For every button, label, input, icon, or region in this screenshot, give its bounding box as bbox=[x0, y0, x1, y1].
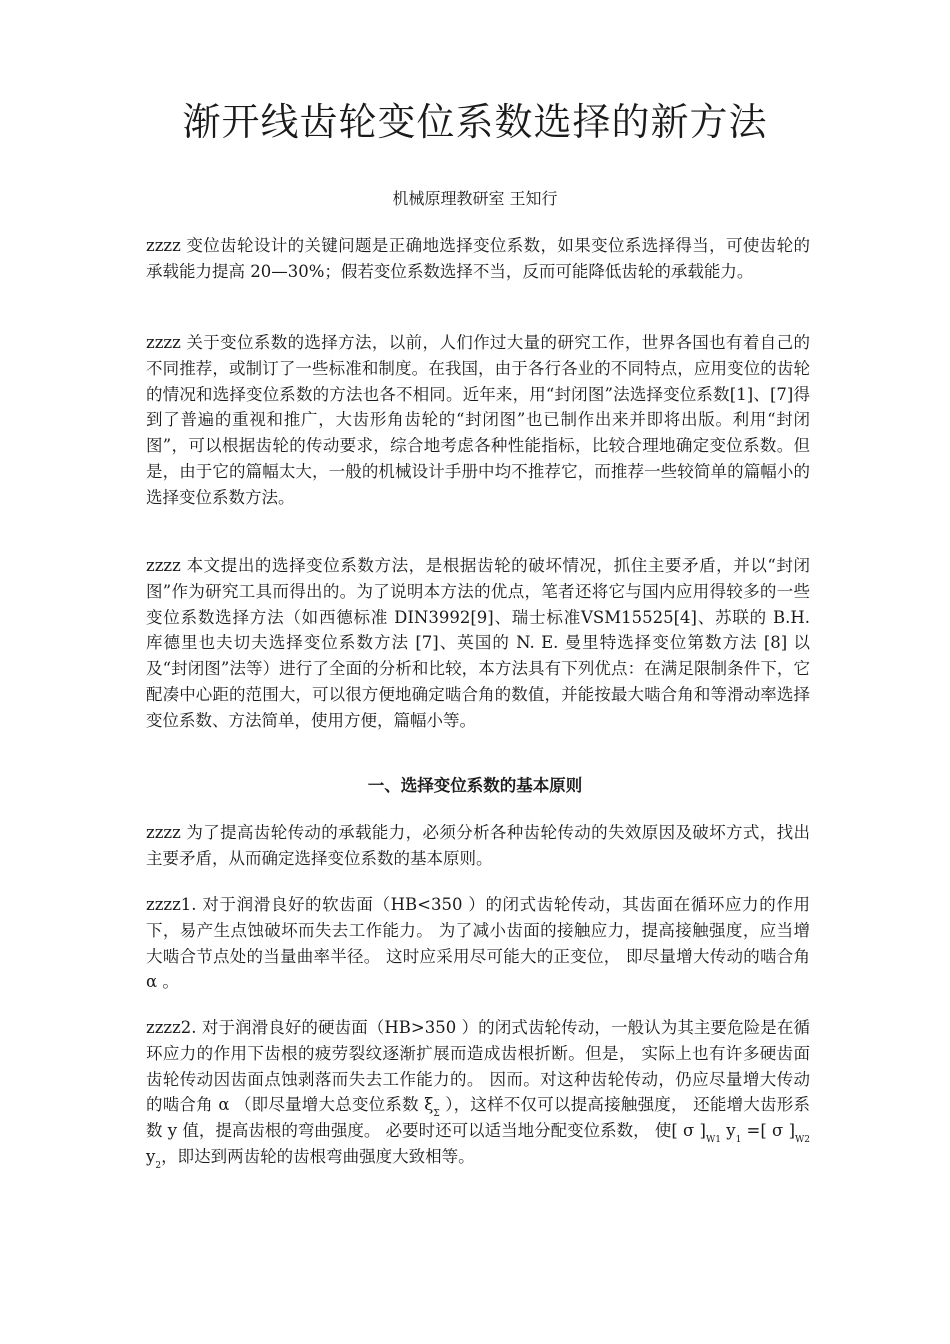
paragraph-background: zzzz 关于变位系数的选择方法，以前，人们作过大量的研究工作，世界各国也有着自己的不同推荐，或制订了一些标准和制度。在我国，由于各行各业的不同特点，应用变位的齿轮的情况和选择变位系数的方法也各不相同。近年来，用“封闭图”法选择变位系数[1]、[7]得到了普遍的重视和推广，大齿形角齿轮的“封闭图”也已制作出来并即将出版。利用“封闭图”，可以根据齿轮的传动要求，综合地考虑各种性能指标，比较合理地确定变位系数。但是，由于它的篇幅太大，一般的机械设计手册中均不推荐它，而推荐一些较简单的篇幅小的选择变位系数方法。 bbox=[146, 333, 810, 507]
paragraph-intro: zzzz 变位齿轮设计的关键问题是正确地选择变位系数，如果变位系选择得当，可使齿轮的承载能力提高 20—30%；假若变位系数选择不当，反而可能降低齿轮的承载能力。 bbox=[146, 236, 810, 281]
paragraph-hard-gear-text-e: y bbox=[146, 1146, 156, 1166]
subscript-w1: W1 bbox=[706, 1135, 721, 1146]
paragraph-hard-gear-text-a: zzzz2. 对于润滑良好的硬齿面（HB>350 ）的闭式齿轮传动，一般认为其主要危险是在循环应力的作用下齿根的疲劳裂纹逐渐扩展而造成齿根折断。但是， 实际上也有许多硬齿面齿轮传动因齿面点蚀剥落而失去工作能力的。 因而。对这种齿轮传动，仍应尽量增大传动的啮合角 α （即尽量增大总变位系数 ξ bbox=[146, 1018, 810, 1115]
paragraph-hard-gear-text-d: =[ σ ] bbox=[741, 1121, 796, 1141]
paragraph-hard-gear-text-c: y bbox=[720, 1121, 736, 1141]
subscript-sigma: Σ bbox=[433, 1109, 440, 1120]
subscript-2: 2 bbox=[155, 1160, 162, 1171]
paragraph-hard-gear bbox=[146, 1015, 810, 1170]
document-title: 渐开线齿轮变位系数选择的新方法 bbox=[182, 100, 768, 144]
author-line: 机械原理教研室 王知行 bbox=[392, 189, 558, 208]
paragraph-hard-gear-text-b: ），这样不仅可以提高接触强度， 还能增大齿形系数 y 值，提高齿根的弯曲强度。 必要时还可以适当地分配变位系数， 使[ σ ] bbox=[146, 1095, 810, 1141]
section-heading: 一、选择变位系数的基本原则 bbox=[367, 776, 583, 795]
paragraph-principles: zzzz 为了提高齿轮传动的承载能力，必须分析各种齿轮传动的失效原因及破坏方式，找出主要矛盾，从而确定选择变位系数的基本原则。 bbox=[146, 823, 810, 868]
subscript-1: 1 bbox=[735, 1135, 742, 1146]
subscript-w2: W2 bbox=[795, 1135, 810, 1146]
paragraph-soft-gear: zzzz1. 对于润滑良好的软齿面（HB<350 ）的闭式齿轮传动，其齿面在循环应力的作用下，易产生点蚀破坏而失去工作能力。 为了减小齿面的接触应力，提高接触强度，应当增大啮合节点处的当量曲率半径。 这时应采用尽可能大的正变位， 即尽量增大传动的啮合角 α 。 bbox=[146, 895, 810, 992]
paragraph-method-overview: zzzz 本文提出的选择变位系数方法，是根据齿轮的破坏情况，抓住主要矛盾，并以“封闭图”作为研究工具而得出的。为了说明本方法的优点，笔者还将它与国内应用得较多的一些变位系数选择方法（如西德标准 DIN3992[9]、瑞士标准VSM15525[4]、苏联的 B.H. 库德里也夫切夫选择变位系数方法 [7]、英国的 N. E. 曼里特选择变位第数方法 [8] 以及“封闭图”法等）进行了全面的分析和比较，本方法具有下列优点：在满足限制条件下，它配凑中心距的范围大，可以很方便地确定啮合角的数值，并能按最大啮合角和等滑动率选择变位系数、方法简单，使用方便，篇幅小等。 bbox=[146, 556, 810, 730]
paragraph-hard-gear-text-f: ，即达到两齿轮的齿根弯曲强度大致相等。 bbox=[161, 1146, 475, 1166]
